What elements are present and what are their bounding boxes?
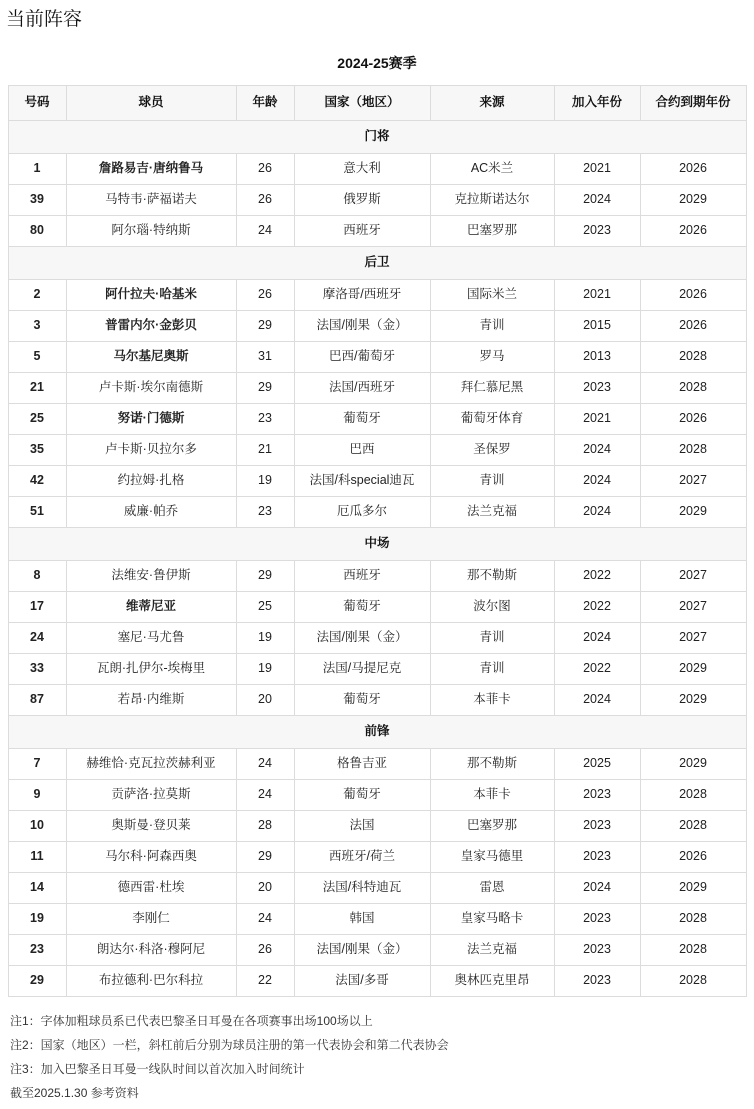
table-header-row [8, 85, 746, 120]
cell-join: 2021 [554, 279, 640, 310]
cell-player: 约拉姆·扎格 [66, 465, 236, 496]
cell-nation: 西班牙 [294, 215, 430, 246]
cell-source: 本菲卡 [430, 684, 554, 715]
cell-expire: 2026 [640, 841, 746, 872]
table-row [8, 653, 746, 684]
table-row [8, 622, 746, 653]
cell-nation: 法国/科special迪瓦 [294, 465, 430, 496]
cell-number: 29 [8, 965, 66, 996]
cell-number: 11 [8, 841, 66, 872]
cell-number: 14 [8, 872, 66, 903]
cell-nation: 法国/西班牙 [294, 372, 430, 403]
note-source: 截至2025.1.30 参考资料 [10, 1085, 139, 1100]
cell-join: 2024 [554, 872, 640, 903]
cell-expire: 2026 [640, 215, 746, 246]
cell-age: 21 [236, 434, 294, 465]
cell-join: 2022 [554, 560, 640, 591]
cell-player: 卢卡斯·贝拉尔多 [66, 434, 236, 465]
section-row [8, 246, 746, 279]
cell-join: 2024 [554, 465, 640, 496]
cell-number: 5 [8, 341, 66, 372]
season-title: 2024-25赛季 [337, 54, 417, 71]
cell-age: 24 [236, 215, 294, 246]
cell-number: 7 [8, 748, 66, 779]
table-row [8, 934, 746, 965]
cell-expire: 2027 [640, 560, 746, 591]
cell-number: 42 [8, 465, 66, 496]
cell-join: 2024 [554, 622, 640, 653]
cell-join: 2024 [554, 184, 640, 215]
cell-number: 3 [8, 310, 66, 341]
cell-source: 青训 [430, 622, 554, 653]
cell-source: 巴塞罗那 [430, 215, 554, 246]
cell-expire: 2026 [640, 279, 746, 310]
table-row [8, 496, 746, 527]
cell-number: 23 [8, 934, 66, 965]
column-header-source: 来源 [430, 85, 554, 120]
cell-join: 2023 [554, 779, 640, 810]
cell-source: 皇家马略卡 [430, 903, 554, 934]
table-row [8, 872, 746, 903]
table-row [8, 153, 746, 184]
cell-number: 51 [8, 496, 66, 527]
cell-number: 33 [8, 653, 66, 684]
cell-source: 罗马 [430, 341, 554, 372]
cell-expire: 2029 [640, 653, 746, 684]
cell-nation: 葡萄牙 [294, 684, 430, 715]
table-row [8, 560, 746, 591]
cell-nation: 法国 [294, 810, 430, 841]
cell-source: 国际米兰 [430, 279, 554, 310]
note-2: 注2：国家（地区）一栏，斜杠前后分别为球员注册的第一代表协会和第二代表协会 [10, 1037, 449, 1052]
cell-source: 克拉斯诺达尔 [430, 184, 554, 215]
cell-expire: 2029 [640, 496, 746, 527]
cell-number: 19 [8, 903, 66, 934]
cell-number: 17 [8, 591, 66, 622]
cell-source: 那不勒斯 [430, 560, 554, 591]
notes-block [0, 997, 754, 1109]
table-row [8, 341, 746, 372]
cell-nation: 法国/刚果（金） [294, 310, 430, 341]
cell-join: 2024 [554, 434, 640, 465]
cell-join: 2023 [554, 965, 640, 996]
cell-player: 法维安·鲁伊斯 [66, 560, 236, 591]
cell-number: 87 [8, 684, 66, 715]
cell-expire: 2029 [640, 184, 746, 215]
cell-player: 马尔科·阿森西奥 [66, 841, 236, 872]
table-row [8, 591, 746, 622]
table-row [8, 684, 746, 715]
cell-join: 2013 [554, 341, 640, 372]
table-row [8, 748, 746, 779]
cell-source: 葡萄牙体育 [430, 403, 554, 434]
cell-nation: 葡萄牙 [294, 591, 430, 622]
cell-expire: 2026 [640, 153, 746, 184]
section-label: 中场 [8, 527, 746, 560]
table-header [8, 85, 746, 120]
column-header-join: 加入年份 [554, 85, 640, 120]
cell-player: 布拉德利·巴尔科拉 [66, 965, 236, 996]
cell-source: 雷恩 [430, 872, 554, 903]
cell-age: 23 [236, 403, 294, 434]
section-row [8, 120, 746, 153]
cell-number: 8 [8, 560, 66, 591]
cell-age: 22 [236, 965, 294, 996]
cell-number: 9 [8, 779, 66, 810]
cell-player: 朗达尔·科洛·穆阿尼 [66, 934, 236, 965]
cell-expire: 2029 [640, 748, 746, 779]
cell-player: 塞尼·马尤鲁 [66, 622, 236, 653]
cell-nation: 法国/多哥 [294, 965, 430, 996]
section-label: 前锋 [8, 715, 746, 748]
cell-source: 奥林匹克里昂 [430, 965, 554, 996]
cell-expire: 2026 [640, 403, 746, 434]
cell-player: 卢卡斯·埃尔南德斯 [66, 372, 236, 403]
table-row [8, 810, 746, 841]
cell-number: 21 [8, 372, 66, 403]
cell-player: 威廉·帕乔 [66, 496, 236, 527]
table-row [8, 903, 746, 934]
cell-join: 2015 [554, 310, 640, 341]
cell-player: 马特韦·萨福诺夫 [66, 184, 236, 215]
cell-expire: 2026 [640, 310, 746, 341]
cell-nation: 厄瓜多尔 [294, 496, 430, 527]
column-header-nation: 国家（地区） [294, 85, 430, 120]
cell-age: 26 [236, 153, 294, 184]
cell-join: 2021 [554, 153, 640, 184]
table-row [8, 465, 746, 496]
cell-number: 39 [8, 184, 66, 215]
column-header-number: 号码 [8, 85, 66, 120]
cell-source: 法兰克福 [430, 934, 554, 965]
cell-nation: 俄罗斯 [294, 184, 430, 215]
cell-source: AC米兰 [430, 153, 554, 184]
table-body [8, 120, 746, 996]
cell-expire: 2028 [640, 341, 746, 372]
cell-player: 詹路易吉·唐纳鲁马 [66, 153, 236, 184]
cell-expire: 2029 [640, 872, 746, 903]
cell-expire: 2029 [640, 684, 746, 715]
cell-source: 青训 [430, 465, 554, 496]
cell-age: 25 [236, 591, 294, 622]
cell-join: 2023 [554, 810, 640, 841]
section-row [8, 715, 746, 748]
cell-join: 2023 [554, 903, 640, 934]
table-row [8, 215, 746, 246]
cell-nation: 西班牙 [294, 560, 430, 591]
cell-expire: 2028 [640, 934, 746, 965]
section-label: 门将 [8, 120, 746, 153]
cell-age: 20 [236, 684, 294, 715]
cell-nation: 摩洛哥/西班牙 [294, 279, 430, 310]
cell-age: 26 [236, 279, 294, 310]
cell-player: 德西雷·杜埃 [66, 872, 236, 903]
note-1: 注1：字体加粗球员系已代表巴黎圣日耳曼在各项赛事出场100场以上 [10, 1013, 373, 1028]
cell-nation: 葡萄牙 [294, 779, 430, 810]
column-header-expire: 合约到期年份 [640, 85, 746, 120]
table-row [8, 372, 746, 403]
cell-nation: 巴西/葡萄牙 [294, 341, 430, 372]
cell-nation: 巴西 [294, 434, 430, 465]
cell-join: 2023 [554, 841, 640, 872]
cell-join: 2024 [554, 684, 640, 715]
cell-nation: 意大利 [294, 153, 430, 184]
table-row [8, 779, 746, 810]
cell-join: 2021 [554, 403, 640, 434]
cell-age: 29 [236, 310, 294, 341]
cell-nation: 法国/刚果（金） [294, 934, 430, 965]
cell-expire: 2027 [640, 591, 746, 622]
cell-age: 24 [236, 748, 294, 779]
cell-source: 法兰克福 [430, 496, 554, 527]
cell-expire: 2028 [640, 810, 746, 841]
cell-player: 李刚仁 [66, 903, 236, 934]
cell-age: 29 [236, 372, 294, 403]
column-header-player: 球员 [66, 85, 236, 120]
cell-join: 2022 [554, 653, 640, 684]
cell-age: 19 [236, 465, 294, 496]
section-row [8, 527, 746, 560]
cell-nation: 法国/马提尼克 [294, 653, 430, 684]
table-row [8, 279, 746, 310]
cell-join: 2023 [554, 215, 640, 246]
cell-age: 29 [236, 560, 294, 591]
cell-age: 26 [236, 184, 294, 215]
cell-join: 2022 [554, 591, 640, 622]
cell-age: 24 [236, 779, 294, 810]
cell-number: 25 [8, 403, 66, 434]
cell-number: 10 [8, 810, 66, 841]
column-header-age: 年龄 [236, 85, 294, 120]
cell-player: 若昂·内维斯 [66, 684, 236, 715]
cell-age: 24 [236, 903, 294, 934]
cell-number: 2 [8, 279, 66, 310]
table-row [8, 434, 746, 465]
table-row [8, 310, 746, 341]
cell-join: 2025 [554, 748, 640, 779]
cell-player: 普雷内尔·金彭贝 [66, 310, 236, 341]
cell-expire: 2028 [640, 965, 746, 996]
table-row [8, 184, 746, 215]
cell-expire: 2028 [640, 434, 746, 465]
cell-join: 2023 [554, 372, 640, 403]
cell-source: 青训 [430, 310, 554, 341]
cell-player: 努诺·门德斯 [66, 403, 236, 434]
cell-age: 31 [236, 341, 294, 372]
cell-number: 24 [8, 622, 66, 653]
cell-expire: 2028 [640, 903, 746, 934]
cell-nation: 法国/刚果（金） [294, 622, 430, 653]
cell-player: 维蒂尼亚 [66, 591, 236, 622]
squad-table [8, 85, 747, 997]
cell-age: 26 [236, 934, 294, 965]
cell-player: 贡萨洛·拉莫斯 [66, 779, 236, 810]
cell-player: 奥斯曼·登贝莱 [66, 810, 236, 841]
cell-nation: 韩国 [294, 903, 430, 934]
cell-age: 29 [236, 841, 294, 872]
cell-nation: 西班牙/荷兰 [294, 841, 430, 872]
cell-join: 2023 [554, 934, 640, 965]
cell-age: 23 [236, 496, 294, 527]
cell-number: 80 [8, 215, 66, 246]
cell-source: 本菲卡 [430, 779, 554, 810]
cell-join: 2024 [554, 496, 640, 527]
cell-expire: 2027 [640, 465, 746, 496]
cell-source: 那不勒斯 [430, 748, 554, 779]
page-title: 当前阵容 [6, 9, 83, 30]
cell-number: 1 [8, 153, 66, 184]
cell-nation: 法国/科特迪瓦 [294, 872, 430, 903]
cell-source: 拜仁慕尼黑 [430, 372, 554, 403]
cell-player: 瓦朗·扎伊尔-埃梅里 [66, 653, 236, 684]
cell-expire: 2028 [640, 779, 746, 810]
cell-age: 19 [236, 653, 294, 684]
cell-player: 马尔基尼奥斯 [66, 341, 236, 372]
cell-source: 青训 [430, 653, 554, 684]
cell-player: 阿什拉夫·哈基米 [66, 279, 236, 310]
section-label: 后卫 [8, 246, 746, 279]
cell-age: 19 [236, 622, 294, 653]
cell-source: 波尔图 [430, 591, 554, 622]
cell-source: 圣保罗 [430, 434, 554, 465]
cell-player: 阿尔瑙·特纳斯 [66, 215, 236, 246]
cell-age: 20 [236, 872, 294, 903]
cell-age: 28 [236, 810, 294, 841]
cell-player: 赫维恰·克瓦拉茨赫利亚 [66, 748, 236, 779]
table-row [8, 403, 746, 434]
cell-nation: 葡萄牙 [294, 403, 430, 434]
cell-source: 皇家马德里 [430, 841, 554, 872]
cell-source: 巴塞罗那 [430, 810, 554, 841]
cell-nation: 格鲁吉亚 [294, 748, 430, 779]
table-row [8, 841, 746, 872]
table-row [8, 965, 746, 996]
cell-expire: 2027 [640, 622, 746, 653]
cell-number: 35 [8, 434, 66, 465]
cell-expire: 2028 [640, 372, 746, 403]
note-3: 注3：加入巴黎圣日耳曼一线队时间以首次加入时间统计 [10, 1061, 305, 1076]
